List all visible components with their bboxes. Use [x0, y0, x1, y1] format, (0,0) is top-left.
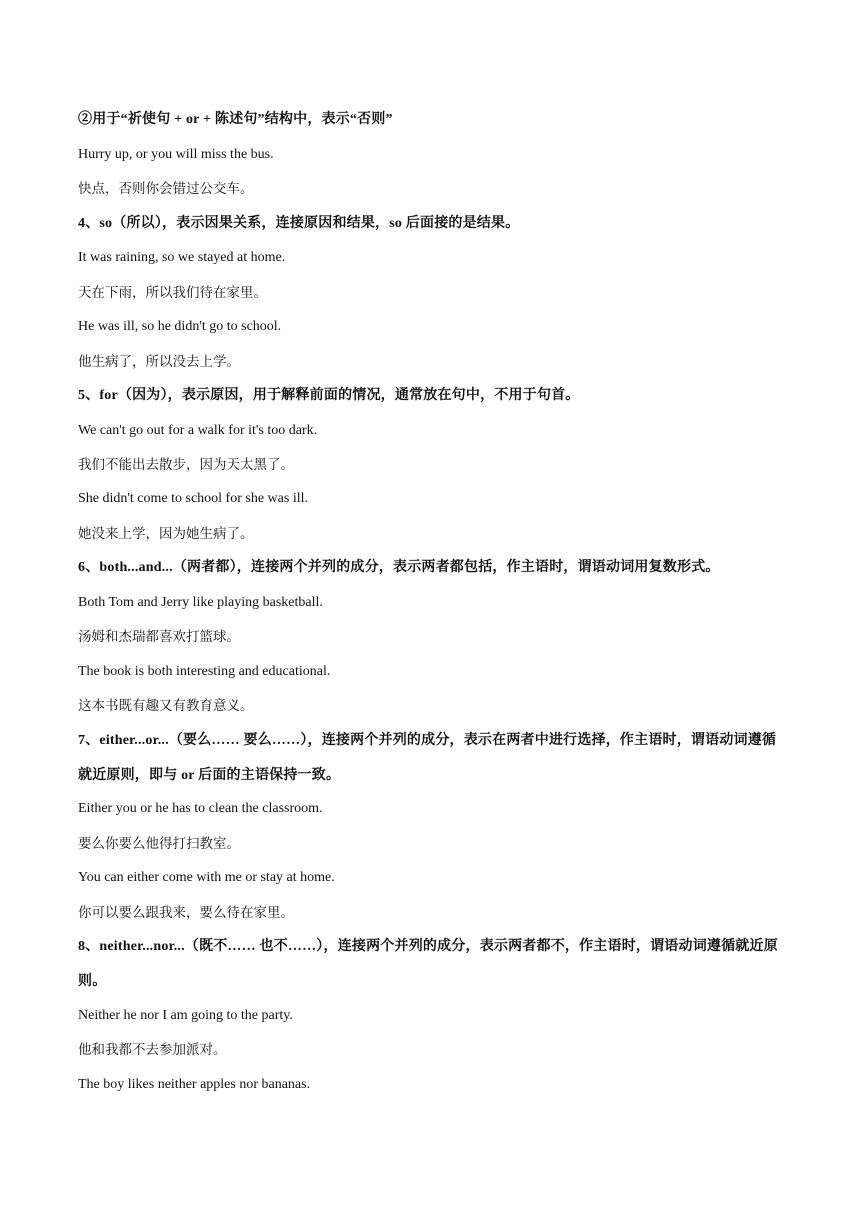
example-translation: 汤姆和杰瑞都喜欢打篮球。	[78, 629, 240, 645]
example-sentence: Both Tom and Jerry like playing basketball.	[78, 595, 323, 610]
rule-heading-or-otherwise: ②用于“祈使句 + or + 陈述句”结构中，表示“否则”	[78, 112, 393, 127]
example-translation: 天在下雨，所以我们待在家里。	[78, 285, 267, 301]
example-sentence: The book is both interesting and educational.	[78, 664, 331, 679]
example-translation: 快点，否则你会错过公交车。	[78, 181, 254, 197]
example-translation: 这本书既有趣又有教育意义。	[78, 698, 254, 714]
example-translation: 他生病了，所以没去上学。	[78, 354, 240, 370]
example-sentence: Either you or he has to clean the classroom.	[78, 801, 323, 816]
rule-heading-so: 4、so（所以），表示因果关系，连接原因和结果，so 后面接的是结果。	[78, 216, 520, 231]
example-translation: 你可以要么跟我来，要么待在家里。	[78, 905, 294, 921]
example-sentence: We can't go out for a walk for it's too dark.	[78, 423, 318, 438]
rule-heading-for: 5、for（因为），表示原因，用于解释前面的情况，通常放在句中，不用于句首。	[78, 388, 580, 403]
example-sentence: You can either come with me or stay at home.	[78, 870, 335, 885]
example-sentence: It was raining, so we stayed at home.	[78, 250, 286, 265]
example-sentence: Neither he nor I am going to the party.	[78, 1008, 293, 1023]
example-sentence: He was ill, so he didn't go to school.	[78, 319, 282, 334]
example-translation: 我们不能出去散步，因为天太黑了。	[78, 457, 294, 473]
rule-heading-neither-nor: 8、neither...nor...（既不…… 也不……），连接两个并列的成分，表示两者都不，作主语时，谓语动词遵循就近原则。	[78, 939, 778, 989]
example-translation: 他和我都不去参加派对。	[78, 1042, 227, 1058]
example-sentence: She didn't come to school for she was ill.	[78, 491, 308, 506]
rule-heading-both-and: 6、both...and...（两者都），连接两个并列的成分，表示两者都包括，作主语时，谓语动词用复数形式。	[78, 560, 720, 575]
example-sentence: Hurry up, or you will miss the bus.	[78, 147, 274, 162]
example-translation: 她没来上学，因为她生病了。	[78, 526, 254, 542]
rule-heading-either-or: 7、either...or...（要么…… 要么……），连接两个并列的成分，表示在两者中进行选择，作主语时，谓语动词遵循就近原则，即与 or 后面的主语保持一致。	[78, 733, 777, 783]
example-sentence: The boy likes neither apples nor bananas.	[78, 1077, 311, 1092]
example-translation: 要么你要么他得打扫教室。	[78, 836, 240, 852]
